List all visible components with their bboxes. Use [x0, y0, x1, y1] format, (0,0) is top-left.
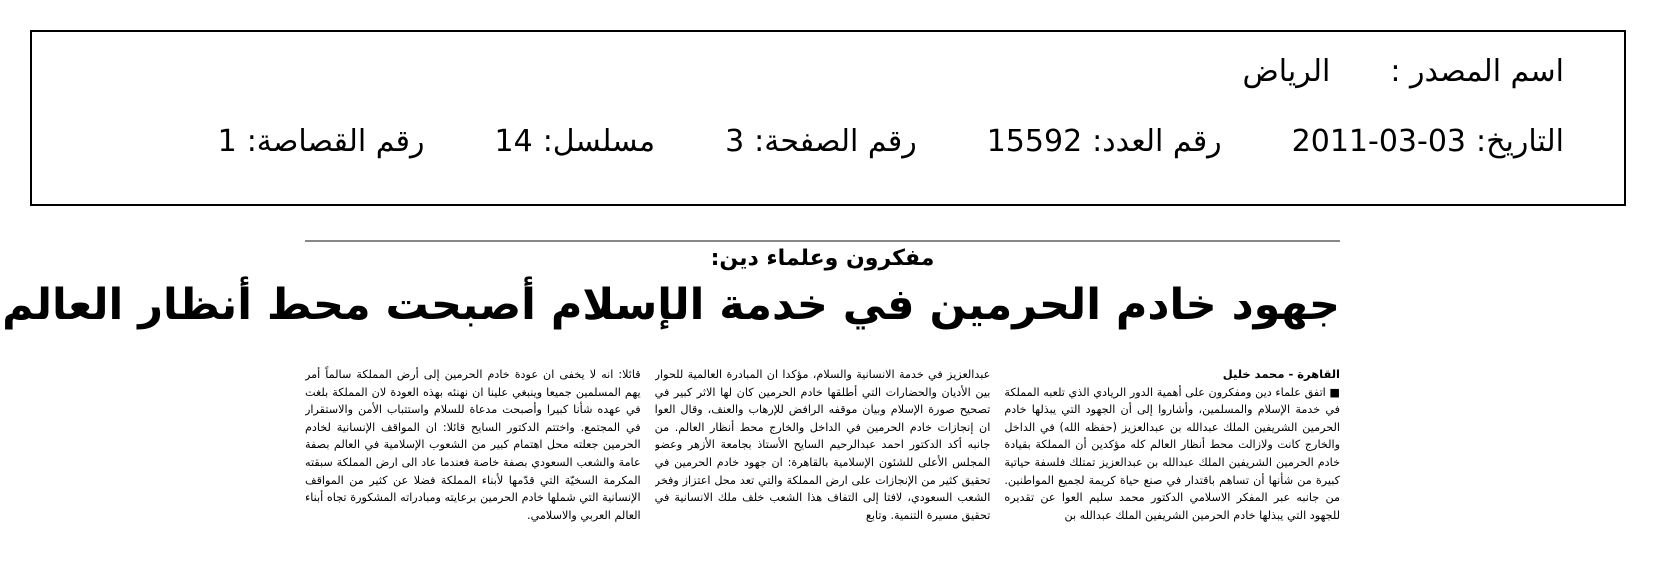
article-column-2-text: عبدالعزيز في خدمة الانسانية والسلام، مؤكدا ان المبادرة العالمية للحوار بين الأديان والحضارات التي أطلقها خادم الحرمين كان لها الاثر كبير في تصحيح صورة الإسلام وبيان موقفه الرافض للإرهاب والعنف، وقال العوا ان إنجازات خادم الحرمين في الداخل والخارج محط أنظار العالم. من جانبه أكد الدكتور احمد عبدالرحيم السايح الأستاذ بجامعة الأزهر وعضو المجلس الأعلى للشئون الإسلامية بالقاهرة: ان جهود خادم الحرمين في تحقيق كثير من الإنجازات على ارض المملكة والتي تعد محل اعتزاز وفخر الشعب السعودي، لافتا إلى التفاف هذا الشعب خلف ملك الانسانية في تحقيق مسيرة التنمية. وتابع: [654, 368, 991, 522]
article-column-2: [655, 366, 991, 558]
article-column-1-text: ■ اتفق علماء دين ومفكرون على أهمية الدور الريادي الذي تلعبه المملكة في خدمة الإسلام والمسلمين، وأشاروا إلى أن الجهود التي يبذلها خادم الحرمين الشريفين الملك عبدالله بن عبدالعزيز (حفظه الله) في الداخل والخارج كانت ولازالت محط أنظار العالم كله مؤكدين أن المملكة بقيادة خادم الحرمين الشريفين الملك عبدالله بن عبدالعزيز تمتلك فلسفة حياتية كبيرة من شأنها أن تساهم باقتدار في صنع حياة كريمة لجميع المواطنين. من جانبه عبر المفكر الاسلامي الدكتور محمد سليم العوا عن تقديره للجهود التي يبذلها خادم الحرمين الشريفين الملك عبدالله بن: [1004, 385, 1340, 522]
date-label: التاريخ:: [1476, 124, 1564, 159]
article-column-1: [1004, 366, 1340, 558]
date-value: 2011-03-03: [1291, 124, 1467, 159]
source-row: [1243, 54, 1564, 89]
serial-label: مسلسل:: [542, 124, 656, 159]
source-value: الرياض: [1242, 54, 1331, 89]
article-byline: القاهرة - محمد خليل: [1222, 367, 1340, 381]
article-columns: [305, 366, 1340, 558]
top-rule: [305, 240, 1340, 242]
clip-label: رقم القصاصة:: [246, 124, 425, 159]
newspaper-clipping: [2, 240, 1340, 558]
serial-value: 14: [494, 124, 533, 159]
source-label: اسم المصدر :: [1390, 54, 1564, 89]
page-value: 3: [725, 124, 745, 159]
article-kicker: مفكرون وعلماء دين:: [710, 246, 935, 271]
article-column-3-text: قائلا: انه لا يخفى ان عودة خادم الحرمين إلى أرض المملكة سالماً أمر يهم المسلمين جميعا وينبغي علينا ان نهنئه بهذه العودة لان المملكة بلغت في عهده شأنا كبيرا وأصبحت مدعاة للسلام واستتباب الأمن والاستقرار في المجتمع. واختتم الدكتور السايح قائلا: ان المواقف الإنسانية لخادم الحرمين جعلته محل اهتمام كبير من الشعوب الإسلامية في العالم بصفة عامة والشعب السعودي بصفة خاصة فعندما عاد الى ارض المملكة سبقته المكرمة السخيّة التي قدّمها لأبناء المملكة فضلا عن كثير من المواقف الإنسانية التي شملها خادم الحرمين برعايته ومبادراته المشكورة تجاه أبناء العالم العربي والاسلامي.: [304, 368, 641, 522]
page-label: رقم الصفحة:: [754, 124, 917, 159]
issue-value: 15592: [986, 124, 1083, 159]
clip-value: 1: [217, 124, 237, 159]
article-column-3: [305, 366, 641, 558]
source-metadata-box: [30, 30, 1626, 206]
issue-label: رقم العدد:: [1092, 124, 1222, 159]
article-headline: جهود خادم الحرمين في خدمة الإسلام أصبحت محط أنظار العالم: [2, 280, 1340, 330]
details-row: [218, 124, 1564, 159]
